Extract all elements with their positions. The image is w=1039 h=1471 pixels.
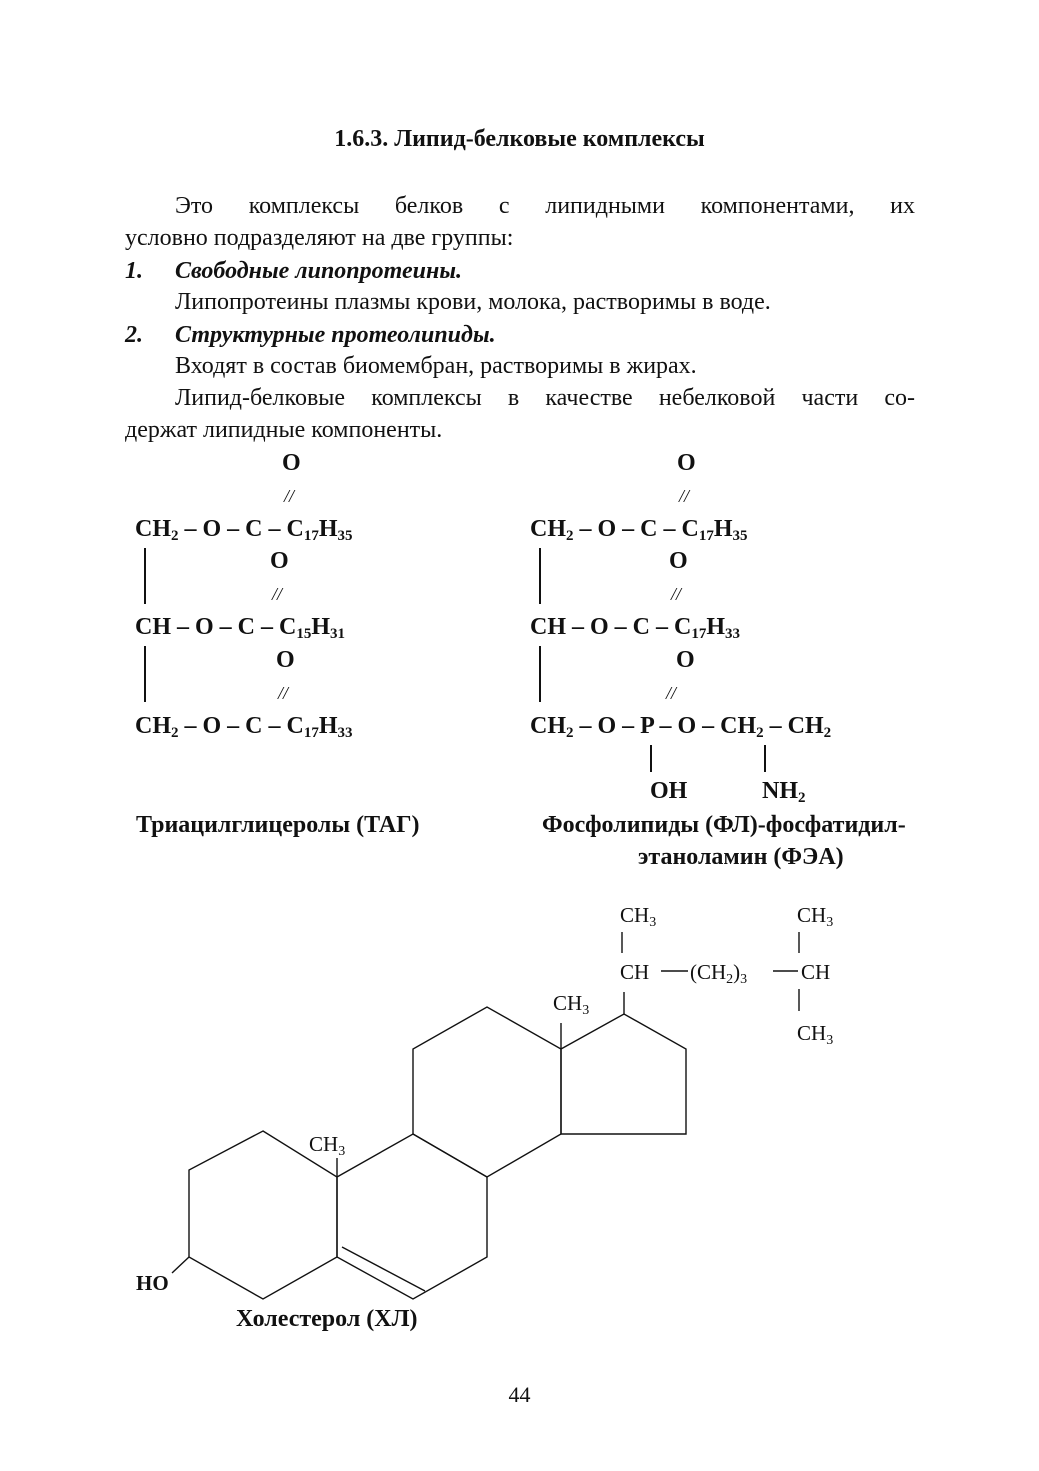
- pe-caption-line-1: Фосфолипиды (ФЛ)-фосфатидил-: [542, 812, 906, 838]
- pe-double-bond-1: //: [679, 486, 690, 506]
- side-chain-ch-left: CH: [620, 960, 650, 984]
- tag-double-bond-1: //: [284, 486, 295, 506]
- intro-line-2: условно подразделяют на две группы:: [125, 225, 514, 251]
- pe-phosphate-o: O: [676, 647, 695, 673]
- tag-row-3: $CH_2$ – O – C – $C_{17}H_{33}$: [135, 713, 353, 741]
- tag-double-bond-3: //: [278, 683, 289, 703]
- tag-row-2: CH – O – C – $C_{15}H_{31}$: [135, 614, 346, 642]
- pe-carbonyl-o-2: O: [669, 548, 688, 574]
- intro-line-1: Это комплексы белков с липидными компонентами, их: [175, 193, 915, 219]
- group-2-number: 2.: [125, 322, 143, 348]
- pe-carbonyl-o-1: O: [677, 450, 696, 476]
- closing-line-2: держат липидные компоненты.: [125, 417, 443, 443]
- group-1-number: 1.: [125, 258, 143, 284]
- side-chain-ch-right: CH: [801, 960, 831, 984]
- cholesterol-caption: Холестерол (ХЛ): [236, 1306, 418, 1332]
- pe-double-bond-2: //: [671, 584, 682, 604]
- tag-carbonyl-o-2: O: [270, 548, 289, 574]
- pe-double-bond-3: //: [666, 683, 677, 703]
- c13-methyl: $CH_3$: [553, 991, 590, 1018]
- side-chain-ch3-right: $CH_3$: [797, 903, 834, 930]
- c10-methyl: $CH_3$: [309, 1132, 346, 1159]
- tag-carbonyl-o-3: O: [276, 647, 295, 673]
- section-title: 1.6.3. Липид-белковые комплексы: [334, 126, 705, 152]
- side-chain-ch2-3: $(CH_2)_3$: [690, 960, 748, 987]
- pe-row-1: $CH_2$ – O – C – $C_{17}H_{35}$: [530, 516, 748, 544]
- pe-row-3: $CH_2$ – O – P – O – $CH_2 - CH_2$: [530, 713, 832, 741]
- page-number: 44: [508, 1382, 531, 1407]
- pe-caption-line-2: этаноламин (ФЭА): [638, 844, 844, 870]
- tag-row-1: $CH_2$ – O – C – $C_{17}H_{35}$: [135, 516, 353, 544]
- tag-caption: Триацилглицеролы (ТАГ): [136, 812, 420, 838]
- closing-line-1: Липид-белковые комплексы в качестве небелковой части со-: [175, 385, 915, 411]
- hydroxyl-group: HO: [136, 1271, 169, 1295]
- side-chain-ch3-bottom: $CH_3$: [797, 1021, 834, 1048]
- tag-carbonyl-o-1: O: [282, 450, 301, 476]
- pe-oh: OH: [650, 778, 688, 804]
- group-1-title: Свободные липопротеины.: [175, 258, 462, 284]
- side-chain-ch3-left: $CH_3$: [620, 903, 657, 930]
- group-2-description: Входят в состав биомембран, растворимы в жирах.: [175, 353, 697, 379]
- pe-nh2: $NH_2$: [762, 778, 806, 806]
- pe-row-2: CH – O – C – $C_{17}H_{33}$: [530, 614, 741, 642]
- group-1-description: Липопротеины плазмы крови, молока, растворимы в воде.: [175, 289, 771, 315]
- tag-double-bond-2: //: [272, 584, 283, 604]
- group-2-title: Структурные протеолипиды.: [175, 322, 496, 348]
